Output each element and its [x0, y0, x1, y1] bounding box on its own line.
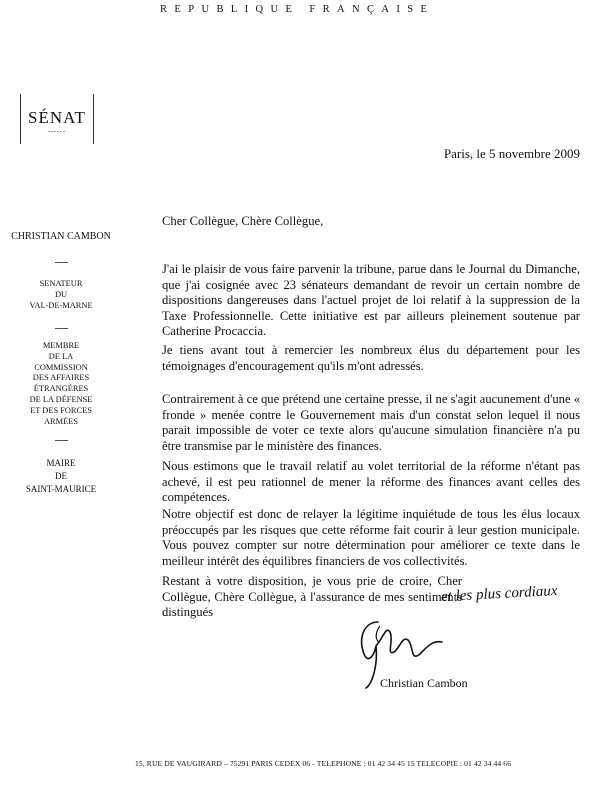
committee-line: COMMISSION [34, 362, 88, 372]
handwritten-addition: et les plus cordiaux [440, 582, 558, 606]
closing-text: Restant à votre disposition, je vous prie de croire, Cher Collègue, Chère Collègue, à l'assurance de mes sentiments distingués [162, 574, 462, 620]
role-line: VAL-DE-MARNE [29, 300, 93, 310]
committee-line: DE LA DÉFENSE [29, 394, 93, 404]
sidebar-name [0, 232, 122, 243]
committee-line: DES AFFAIRES [32, 373, 90, 383]
sidebar-role [0, 279, 122, 311]
paragraph-text: Je tiens avant tout à remercier les nombreux élus du département pour les témoignages d'encouragement qu'ils m'ont adressés. [162, 343, 580, 373]
committee-line: ARMÉES [44, 416, 78, 426]
letter-salutation: Cher Collègue, Chère Collègue, [162, 214, 324, 228]
sidebar-divider [55, 328, 68, 329]
committee-line: DE LA [48, 351, 74, 361]
mayor-line: DE [55, 471, 67, 481]
letter-paragraph [162, 343, 580, 374]
sidebar-divider [55, 262, 68, 263]
sender-name: CHRISTIAN CAMBON [11, 231, 111, 242]
letter-paragraph [162, 392, 580, 454]
letter-paragraph [162, 507, 580, 569]
logo-ornament-icon [48, 130, 66, 133]
letter-paragraph [162, 262, 580, 340]
letter-date: Paris, le 5 novembre 2009 [443, 146, 580, 161]
logo-text: SÉNAT [28, 108, 86, 127]
paragraph-text: Contrairement à ce que prétend une certaine presse, il ne s'agit aucunement d'une « fronde » menée contre le Gouvernement mais d'un constat selon lequel il nous parait impossible de voter ce texte alors qu'aucune simulation financière n'a pu être transmise par le ministère des finances. [162, 392, 580, 453]
letterhead-country: REPUBLIQUE FRANÇAISE [160, 4, 435, 15]
sidebar-mayor [0, 457, 122, 496]
committee-line: MEMBRE [42, 341, 80, 350]
paragraph-text: Nous estimons que le travail relatif au volet territorial de la réforme n'étant pas achevé, il est peu rationnel de mener la réforme des finances avant celles des compétences. [162, 459, 580, 505]
role-line: DU [54, 289, 68, 299]
mayor-line: SAINT-MAURICE [25, 484, 97, 494]
paragraph-text: J'ai le plaisir de vous faire parvenir la tribune, parue dans le Journal du Dimanche, que j'ai cosignée avec 23 sénateurs demandant de revoir un certain nombre de dispositions dangereuses dans l'actuel projet de loi relatif à la suppression de la Taxe Professionnelle. Cette initiative est par ailleurs pleinement soutenue par Catherine Procaccia. [162, 262, 580, 339]
sidebar-divider [55, 440, 68, 441]
mayor-line: MAIRE [46, 458, 76, 468]
committee-line: ÉTRANGÈRES [33, 384, 89, 394]
footer-address: 15, RUE DE VAUGIRARD – 75291 PARIS CEDEX 06 - TELEPHONE : 01 42 34 45 15 TELECOPIE : 01 42 34 44 66 [135, 759, 512, 768]
role-line: SENATEUR [39, 279, 83, 288]
senat-logo [20, 94, 94, 144]
committee-line: ET DES FORCES [30, 405, 92, 415]
sidebar-committee [0, 341, 122, 427]
letter-paragraph [162, 459, 580, 506]
paragraph-text: Notre objectif est donc de relayer la légitime inquiétude de tous les élus locaux préoccupés par les risques que cette réforme fait courir à leur gestion municipale. Vous pouvez compter sur notre détermination pour améliorer ce texte dans le meilleur intérêt des équilibres financiers de vos collectivités. [162, 507, 580, 568]
signatory-name: Christian Cambon [380, 676, 468, 690]
